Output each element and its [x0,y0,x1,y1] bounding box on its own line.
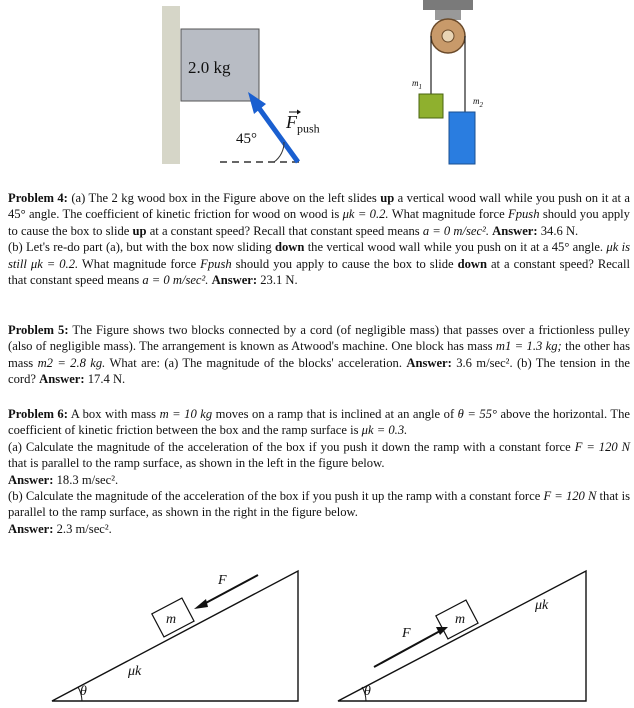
p4-down-1: down [274,240,305,255]
p5-text2: the other has mass [8,339,630,370]
p4-up-1: up [380,191,395,205]
left-theta-label: θ [80,684,87,699]
ceiling-mount [423,0,473,10]
p5-text3: What are: (a) The magnitude of the blocks' acceleration. [109,355,402,370]
p4-up-2: up [132,223,147,238]
p6-part-b: (b) Calculate the magnitude of the acceleration of the box if you push it up the ramp with a constant force [8,489,541,504]
p5-answer-label-a: Answer: [406,355,452,370]
ramp-left-figure [50,565,310,705]
p6-answer-label-a: Answer: [8,472,54,487]
p5-answer-label-b: Answer: [39,372,85,387]
p5-m1-eq: m1 = 1.3 kg; [495,339,562,354]
problem-6 [8,406,630,537]
p5-answer-b: 17.4 N. [87,372,126,387]
pulley-hub [442,30,454,42]
m2-label: $m_2$ [473,96,483,109]
p4-a-eq-1: a = 0 m/sec². [422,223,489,238]
p6-text1: A box with mass [70,407,157,421]
problem-5-title: Problem 5: [8,323,69,337]
p4-down-2: down [457,256,487,271]
p5-m2-eq: m2 = 2.8 kg. [37,355,106,370]
p4-b-cont4: at a constant speed? Recall that constant speed means [8,256,630,288]
force-arrow-left-shaft [202,575,258,605]
p6-m-eq: m = 10 kg [159,407,213,421]
angle-label: 45° [236,131,257,147]
p4-part-a: (a) The 2 kg wood box in the Figure above on the left slides [71,191,377,205]
p6-answer-b: 2.3 m/sec². [56,521,112,536]
p4-fpush-1: Fpush [508,207,540,222]
force-subscript: push [297,121,320,136]
p5-answer-a: 3.6 m/sec². [456,355,513,370]
block-m2 [449,112,475,164]
p4-part-b: (b) Let's re-do part (a), but with the box now sliding [8,240,272,255]
block-m1 [419,94,443,118]
p4-answer-a: 34.6 N. [540,223,579,238]
p4-fpush-2: Fpush [200,256,232,271]
left-m-label: m [166,612,177,627]
p6-text2: moves on a ramp that is inclined at an angle of [215,407,455,421]
force-arrow-left-head [194,599,208,609]
right-F-label: F [402,626,411,641]
ramp-right-figure [336,565,600,705]
p6-answer-a: 18.3 m/sec². [56,472,119,487]
left-F-label: F [218,573,227,588]
p4-mu-eq: μk = 0.2. [342,207,389,222]
p6-part-b2: that is parallel to the ramp surface, as shown in the right in the figure below. [8,489,630,520]
p4-answer-label-b: Answer: [211,273,258,288]
force-symbol: F [286,112,297,132]
p5-text1: The Figure shows two blocks connected by a cord (of negligible mass) that passes over a frictionless pulley (also of negligible mass). The arrangement is known as Atwood's machine. One block has mass [8,323,631,354]
p6-mu-eq: μk = 0.3. [361,423,408,438]
p4-a-eq-2: a = 0 m/sec². [142,273,209,288]
box-mass-label: 2.0 kg [188,58,231,77]
p4-b-cont1: the vertical wood wall while you push on it at a 45° angle. [307,240,604,255]
problem-5 [8,322,630,388]
problem-6-title: Problem 6: [8,407,68,421]
p6-answer-label-b: Answer: [8,521,54,536]
force-vector-arrow [288,108,302,116]
p4-answer-b: 23.1 N. [260,273,298,288]
p4-a-cont1: a vertical wood wall while you push on it at a 45° angle. The coefficient of kinetic friction for wood on wood is [8,191,631,222]
right-mu-label: μk [535,598,549,613]
angle-arc [274,142,284,162]
right-m-label: m [455,612,466,627]
p5-text4: (b) The tension in the cord? [8,355,631,387]
problem-4-title: Problem 4: [8,191,68,205]
left-mu-label: μk [128,664,142,679]
problem-4 [8,190,630,288]
p6-theta-eq: θ = 55° [457,407,497,421]
p6-part-a: (a) Calculate the magnitude of the acceleration of the box if you push it down the ramp with a constant force [8,439,571,454]
p4-b-cont2: What magnitude force [81,256,197,271]
p6-part-a2: that is parallel to the ramp surface, as shown in the left in the figure below. [8,456,385,471]
p4-b-mu: μk is still μk = 0.2. [8,240,631,271]
p4-b-cont3: should you apply to cause the box to slide [235,256,454,271]
ramp-right [338,571,586,701]
m1-label: $m_1$ [412,78,422,91]
p4-a-cont2: What magnitude force [391,207,505,222]
right-theta-label: θ [364,684,371,699]
ramp-left [52,571,298,701]
p6-f-eq-1: F = 120 N [574,439,630,454]
wall [162,6,180,164]
p6-f-eq-2: F = 120 N [543,489,597,504]
p4-a-cont3: should you apply to cause the box to slide [8,207,630,238]
p6-text3: above the horizontal. The coefficient of kinetic friction between the box and the ramp surface is [8,407,630,438]
p4-a-cont4: at a constant speed? Recall that constant speed means [149,223,420,238]
p4-answer-label-a: Answer: [492,223,538,238]
